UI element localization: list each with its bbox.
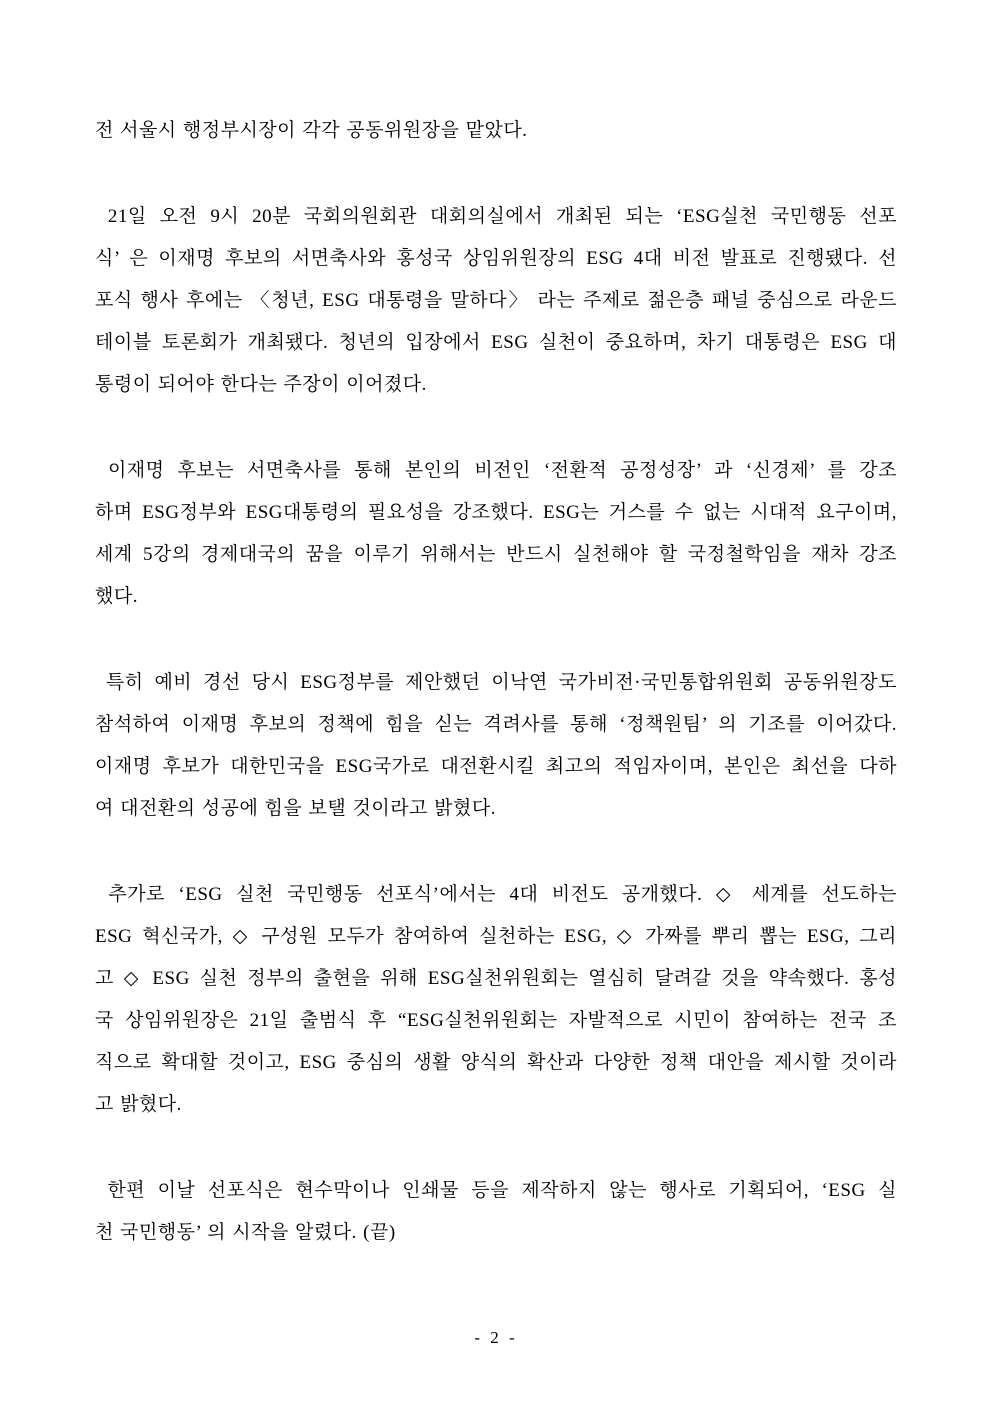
text-line: 이재명 후보는 서면축사를 통해 본인의 비전인 ‘전환적 공정성장’ 과 ‘신경제’ 를 강조 — [95, 460, 897, 481]
text-line: ESG 혁신국가, ◇ 구성원 모두가 참여하여 실천하는 ESG, ◇ 가짜를 뿌리 뽑는 ESG, 그리 — [95, 926, 897, 947]
text-line: 식’ 은 이재명 후보의 서면축사와 홍성국 상임위원장의 ESG 4대 비전 발표로 진행됐다. 선 — [95, 248, 897, 269]
page-number: - 2 - — [474, 1328, 518, 1347]
text-line: 했다. — [95, 586, 138, 607]
text-line: 한편 이날 선포식은 현수막이나 인쇄물 등을 제작하지 않는 행사로 기획되어, ‘ESG 실 — [95, 1180, 897, 1201]
paragraph — [95, 662, 897, 830]
text-line: 통령이 되어야 한다는 주장이 이어졌다. — [95, 374, 427, 395]
text-line: 참석하여 이재명 후보의 정책에 힘을 싣는 격려사를 통해 ‘정책원팀’ 의 기조를 이어갔다. — [95, 714, 897, 735]
text-line: 여 대전환의 성공에 힘을 보탤 것이라고 밝혔다. — [95, 798, 496, 819]
document-body — [95, 110, 897, 1254]
text-line: 고 ◇ ESG 실천 정부의 출현을 위해 ESG실천위원회는 열심히 달려갈 것을 약속했다. 홍성 — [95, 968, 897, 989]
paragraph — [95, 450, 897, 618]
text-line: 추가로 ‘ESG 실천 국민행동 선포식’에서는 4대 비전도 공개했다. ◇ 세계를 선도하는 — [95, 884, 897, 905]
text-line: 특히 예비 경선 당시 ESG정부를 제안했던 이낙연 국가비전·국민통합위원회 공동위원장도 — [95, 672, 897, 693]
text-line: 포식 행사 후에는 〈청년, ESG 대통령을 말하다〉 라는 주제로 젊은층 패널 중심으로 라운드 — [95, 290, 897, 311]
text-line: 천 국민행동’ 의 시작을 알렸다. (끝) — [95, 1222, 396, 1243]
text-line: 21일 오전 9시 20분 국회의원회관 대회의실에서 개최된 되는 ‘ESG실천 국민행동 선포 — [95, 206, 897, 227]
paragraph — [95, 110, 897, 152]
text-line: 직으로 확대할 것이고, ESG 중심의 생활 양식의 확산과 다양한 정책 대안을 제시할 것이라 — [95, 1052, 897, 1073]
text-line: 하며 ESG정부와 ESG대통령의 필요성을 강조했다. ESG는 거스를 수 없는 시대적 요구이며, — [95, 502, 897, 523]
text-line: 테이블 토론회가 개최됐다. 청년의 입장에서 ESG 실천이 중요하며, 차기 대통령은 ESG 대 — [95, 332, 897, 353]
paragraph — [95, 874, 897, 1126]
text-line: 세계 5강의 경제대국의 꿈을 이루기 위해서는 반드시 실천해야 할 국정철학임을 재차 강조 — [95, 544, 897, 565]
text-line: 전 서울시 행정부시장이 각각 공동위원장을 맡았다. — [95, 120, 528, 141]
text-line: 국 상임위원장은 21일 출범식 후 “ESG실천위원회는 자발적으로 시민이 참여하는 전국 조 — [95, 1010, 897, 1031]
text-line: 이재명 후보가 대한민국을 ESG국가로 대전환시킬 최고의 적임자이며, 본인은 최선을 다하 — [95, 756, 897, 777]
paragraph — [95, 1170, 897, 1254]
paragraph — [95, 196, 897, 406]
text-line: 고 밝혔다. — [95, 1094, 182, 1115]
